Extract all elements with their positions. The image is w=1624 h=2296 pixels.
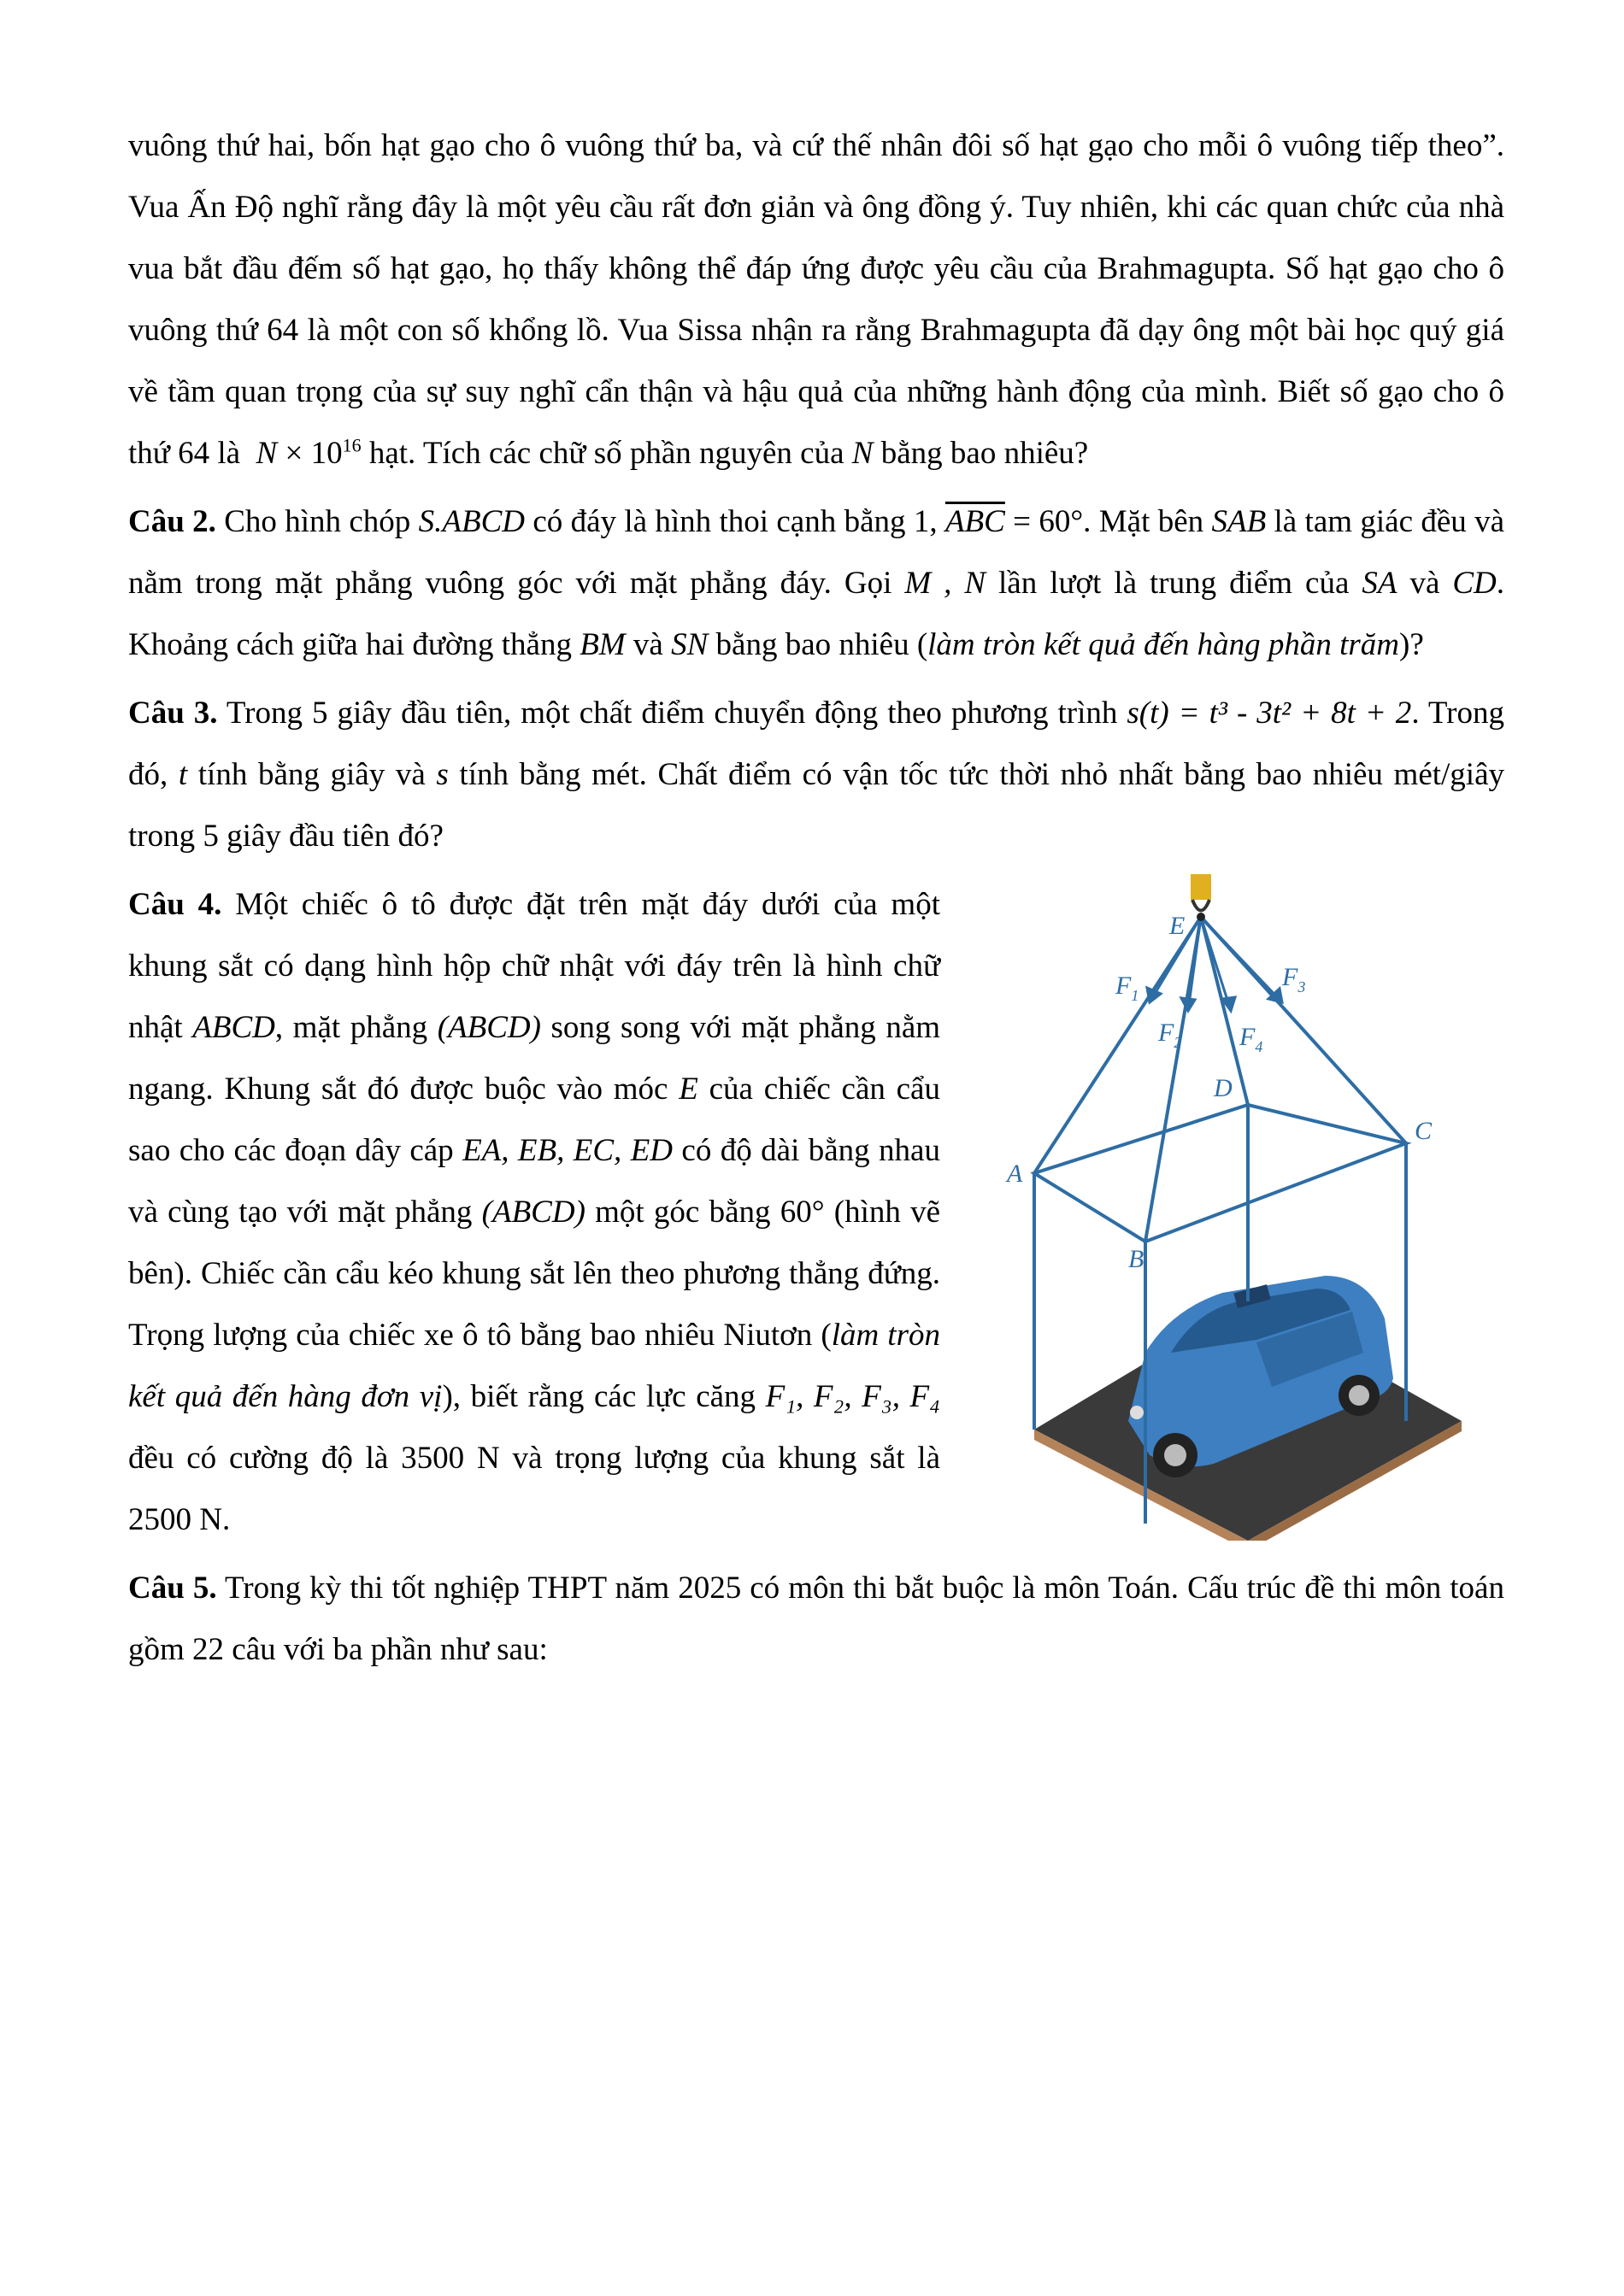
- label-D: D: [1214, 1074, 1233, 1102]
- question-4: Câu 4. Một chiếc ô tô được đặt trên mặt đáy dưới của một khung sắt có dạng hình hộp chữ nhật với đáy trên là hình chữ nhật ABCD, mặt phẳng (ABCD) song song với mặt phẳng nằm ngang. Khung sắt đó được buộc vào móc E của chiếc cần cẩu sao cho các đoạn dây cáp EA, EB, EC, ED có độ dài bằng nhau và cùng tạo với mặt phẳng (ABCD) một góc bằng 60° (hình vẽ bên). Chiếc cần cẩu kéo khung sắt lên theo phương thẳng đứng. Trọng lượng của chiếc xe ô tô bằng bao nhiêu Niutơn (làm tròn kết quả đến hàng đơn vị), biết rằng các lực căng F₁, F₂, F₃, F₄ đều có cường độ là 3500 N và trọng lượng của khung sắt là 2500 N.: [128, 887, 941, 1537]
- intro-paragraph: vuông thứ hai, bốn hạt gạo cho ô vuông thứ ba, và cứ thế nhân đôi số hạt gạo cho mỗi ô vuông tiếp theo”. Vua Ấn Độ nghĩ rằng đây là một yêu cầu rất đơn giản và ông đồng ý. Tuy nhiên, khi các quan chức của nhà vua bắt đầu đếm số hạt gạo, họ thấy không thể đáp ứng được yêu cầu của Brahmagupta. Số hạt gạo cho ô vuông thứ 64 là một con số khổng lồ. Vua Sissa nhận ra rằng Brahmagupta đã dạy ông một bài học quý giá về tầm quan trọng của sự suy nghĩ cẩn thận và hậu quả của những hành động của mình. Biết số gạo cho ô thứ 64 là $N \times 10^{16}$ hạt. Tích các chữ số phần nguyên của N bằng bao nhiêu?: [128, 128, 1504, 471]
- hook-icon: [1191, 874, 1211, 921]
- question-2: Câu 2. Cho hình chóp S.ABCD có đáy là hình thoi cạnh bằng 1, $\overline{ABC} = 60^\circ$. Mặt bên SAB là tam giác đều và nằm trong mặt phẳng vuông góc với mặt phẳng đáy. Gọi M , N lần lượt là trung điểm của SA và CD. Khoảng cách giữa hai đường thẳng BM và SN bằng bao nhiêu (làm tròn kết quả đến hàng phần trăm)?: [128, 504, 1505, 662]
- label-C: C: [1415, 1117, 1433, 1145]
- label-F4: $F_4$: [1239, 1023, 1263, 1055]
- question-5: Câu 5. Trong kỳ thi tốt nghiệp THPT năm 2025 có môn thi bắt buộc là môn Toán. Cấu trúc đề thi môn toán gồm 22 câu với ba phần như sau:: [128, 1571, 1504, 1667]
- question-4-block: [128, 874, 1504, 1551]
- label-F1: $F_1$: [1115, 972, 1139, 1004]
- force-arrows: [1147, 917, 1282, 1011]
- document-page: [128, 115, 1504, 1681]
- question-label: Câu 2.: [128, 504, 216, 539]
- question-label: Câu 4.: [128, 887, 222, 922]
- crane-car-figure: [1000, 874, 1496, 1541]
- question-label: Câu 3.: [128, 696, 218, 731]
- label-F3: $F_3$: [1282, 963, 1306, 995]
- equation: s(t) = t³ - 3t² + 8t + 2: [1127, 696, 1412, 731]
- question-label: Câu 5.: [128, 1571, 217, 1606]
- label-E: E: [1169, 912, 1186, 940]
- label-A: A: [1007, 1160, 1023, 1188]
- label-F2: $F_2$: [1158, 1019, 1182, 1051]
- label-B: B: [1128, 1245, 1144, 1273]
- math-n: N: [256, 436, 278, 471]
- question-3: Câu 3. Trong 5 giây đầu tiên, một chất điểm chuyển động theo phương trình s(t) = t³ - 3t² + 8t + 2. Trong đó, t tính bằng giây và s tính bằng mét. Chất điểm có vận tốc tức thời nhỏ nhất bằng bao nhiêu mét/giây trong 5 giây đầu tiên đó?: [128, 696, 1505, 854]
